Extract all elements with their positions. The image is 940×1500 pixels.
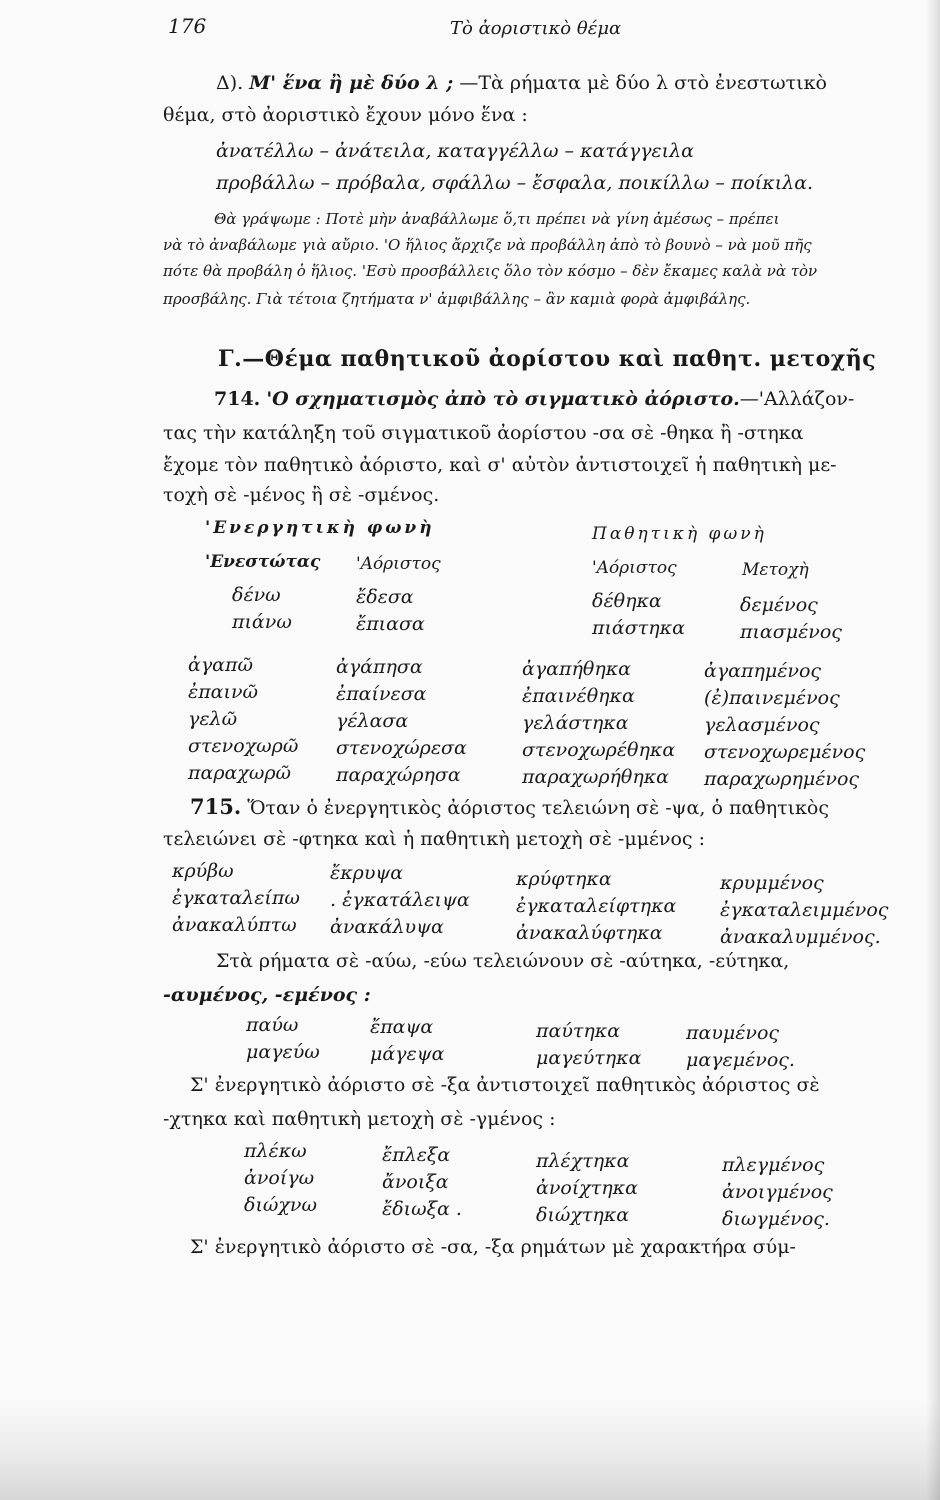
table-cell: πλεγμένος bbox=[722, 1154, 825, 1176]
table-cell: στενοχωρῶ bbox=[188, 735, 299, 757]
paragraph-714-line3: ἔχομε τὸν παθητικὸ ἀόριστο, καὶ σ' αὐτὸν ἀντιστοιχεῖ ἡ παθητικὴ με- bbox=[163, 454, 837, 476]
present-header: 'Ενεστώτας bbox=[205, 552, 321, 572]
table-cell: πιασμένος bbox=[740, 621, 842, 643]
t715-c4 bbox=[720, 872, 888, 953]
paragraph-715-line3: Στὰ ρήματα σὲ -αύω, -εύω τελειώνουν σὲ -αύτηκα, -εύτηκα, bbox=[216, 950, 790, 972]
table-cell: ἐπαινέθηκα bbox=[522, 685, 635, 707]
table-cell: διώχνω bbox=[244, 1194, 317, 1216]
table-cell: πιάνω bbox=[232, 611, 292, 633]
table-cell: πλέκω bbox=[244, 1140, 307, 1162]
active-voice-header: 'Ενεργητικὴ φωνὴ bbox=[205, 518, 435, 538]
table-cell: γέλασα bbox=[336, 710, 409, 732]
table-cell: κρύβω bbox=[172, 860, 234, 882]
table-cell: ἐπαινῶ bbox=[188, 681, 259, 703]
paragraph-715-line7: Σ' ἐνεργητικὸ ἀόριστο σὲ -σα, -ξα ρημάτων μὲ χαρακτήρα σύμ- bbox=[190, 1236, 796, 1258]
paragraph-715-line5: Σ' ἐνεργητικὸ ἀόριστο σὲ -ξα ἀντιστοιχεῖ παθητικὸς ἀόριστος σὲ bbox=[190, 1074, 820, 1096]
table-cell: στενοχώρεσα bbox=[336, 737, 467, 759]
t715-c1 bbox=[172, 860, 300, 941]
paragraph-714-line4: τοχὴ σὲ -μένος ἢ σὲ -σμένος. bbox=[163, 484, 440, 506]
table-cell: διωγμένος. bbox=[722, 1208, 830, 1230]
table-cell: παύτηκα bbox=[536, 1020, 621, 1042]
table-cell: ἀνακαλύφτηκα bbox=[516, 922, 663, 944]
t3-c1 bbox=[244, 1140, 317, 1221]
table-cell: ἐγκαταλείπω bbox=[172, 887, 300, 909]
table-cell: ἀνακαλυμμένος. bbox=[720, 926, 881, 948]
paragraph-text: Ὅταν ὁ ἐνεργητικὸς ἀόριστος τελειώνη σὲ -ψα, ὁ παθητικὸς bbox=[247, 797, 829, 819]
example-line-1: ἀνατέλλω – ἀνάτειλα, καταγγέλλω – κατάγγειλα bbox=[216, 140, 694, 162]
table-cell: κρυμμένος bbox=[720, 872, 824, 894]
paragraph-715-line6: -χτηκα καὶ παθητικὴ μετοχὴ σὲ -γμένος : bbox=[163, 1108, 556, 1130]
table-cell: πιάστηκα bbox=[592, 617, 685, 639]
table-cell: δέθηκα bbox=[592, 590, 662, 612]
table-cell: διώχτηκα bbox=[536, 1204, 630, 1226]
paragraph-text: —'Αλλάζον- bbox=[739, 388, 855, 410]
table-cell: κρύφτηκα bbox=[516, 868, 612, 890]
table-cell: ἀνακαλύπτω bbox=[172, 914, 297, 936]
g1-passive-aorist-col bbox=[592, 590, 685, 644]
table-cell: ἀγαπῶ bbox=[188, 654, 253, 676]
table-cell: ἀγαπημένος bbox=[704, 660, 822, 682]
running-title: Τὸ ἀοριστικὸ θέμα bbox=[450, 18, 622, 39]
table-cell: δεμένος bbox=[740, 594, 818, 616]
paragraph-714-line1 bbox=[214, 388, 854, 410]
t2-c1 bbox=[246, 1014, 320, 1068]
paragraph-number: 715. bbox=[190, 794, 242, 819]
table-cell: μαγεμένος. bbox=[686, 1049, 795, 1071]
paragraph-714-line2: τας τὴν κατάληξη τοῦ σιγματικοῦ ἀορίστου -σα σὲ -θηκα ἢ -στηκα bbox=[163, 422, 804, 444]
section-heading: Γ.—Θέμα παθητικοῦ ἀορίστου καὶ παθητ. μετοχῆς bbox=[218, 346, 877, 372]
table-cell: ἔδεσα bbox=[356, 586, 414, 608]
table-cell: παραχωρήθηκα bbox=[522, 766, 669, 788]
t715-c3 bbox=[516, 868, 676, 949]
t2-c4 bbox=[686, 1022, 795, 1076]
section-d-line2: θέμα, στὸ ἀοριστικὸ ἔχουν μόνο ἕνα : bbox=[163, 104, 528, 126]
passive-voice-header: Παθητικὴ φωνὴ bbox=[592, 524, 767, 544]
paragraph-number: 714. bbox=[214, 388, 261, 410]
g1-participle-col bbox=[740, 594, 842, 648]
t715-c2 bbox=[330, 862, 470, 943]
table-cell: ἔκρυψα bbox=[330, 862, 404, 884]
paragraph-715-line1 bbox=[190, 794, 829, 819]
table-cell: ἐπαίνεσα bbox=[336, 683, 427, 705]
table-cell: δένω bbox=[232, 584, 281, 606]
table-cell: ἀνοίγω bbox=[244, 1167, 315, 1189]
table-cell: στενοχωρεμένος bbox=[704, 741, 866, 763]
table-cell: . ἐγκατάλειψα bbox=[330, 889, 470, 911]
table-cell: παραχωρημένος bbox=[704, 768, 860, 790]
table-cell: ἄνοιξα bbox=[382, 1171, 449, 1193]
table-cell: ἀγάπησα bbox=[336, 656, 423, 678]
page-edge-shadow bbox=[926, 0, 940, 1500]
passive-aorist-header: 'Αόριστος bbox=[592, 558, 677, 578]
g2-aorist-col bbox=[336, 656, 467, 791]
table-cell: ἔπλεξα bbox=[382, 1144, 451, 1166]
g1-aorist-col bbox=[356, 586, 425, 640]
table-cell: στενοχωρέθηκα bbox=[522, 739, 676, 761]
table-cell: ἔπιασα bbox=[356, 613, 425, 635]
t3-c3 bbox=[536, 1150, 638, 1231]
table-cell: παραχώρησα bbox=[336, 764, 461, 786]
scan-shadow-bottom bbox=[0, 1400, 940, 1500]
table-cell: μαγεύω bbox=[246, 1041, 320, 1063]
g2-present-col bbox=[188, 654, 298, 789]
t2-c3 bbox=[536, 1020, 641, 1074]
table-cell: μάγεψα bbox=[370, 1043, 445, 1065]
table-cell: μαγεύτηκα bbox=[536, 1047, 642, 1069]
section-d-title: Μ' ἕνα ἢ μὲ δύο λ ; bbox=[249, 72, 454, 94]
table-cell: ἐγκαταλειμμένος bbox=[720, 899, 889, 921]
table-cell: ἔπαψα bbox=[370, 1016, 434, 1038]
g2-passive-aorist-col bbox=[522, 658, 675, 793]
aorist-header: 'Αόριστος bbox=[356, 554, 441, 574]
paragraph-715-line2: τελειώνει σὲ -φτηκα καὶ ἡ παθητικὴ μετοχὴ σὲ -μμένος : bbox=[163, 828, 705, 850]
section-d-label: Δ). bbox=[216, 72, 244, 94]
table-cell: παύω bbox=[246, 1014, 299, 1036]
note-line-1: Θὰ γράψωμε : Ποτὲ μὴν ἀναβάλλωμε ὅ,τι πρέπει νὰ γίνη ἀμέσως – πρέπει bbox=[214, 210, 780, 228]
table-cell: ἔδιωξα . bbox=[382, 1198, 462, 1220]
t3-c2 bbox=[382, 1144, 462, 1225]
t3-c4 bbox=[722, 1154, 833, 1235]
table-cell: (ἐ)παινεμένος bbox=[704, 687, 840, 709]
note-line-3: πότε θὰ προβάλη ὁ ἥλιος. 'Εσὺ προσβάλλεις ὅλο τὸν κόσμο – δὲν ἔκαμες καλὰ νὰ τὸν bbox=[163, 262, 818, 280]
note-line-4: προσβάλης. Γιὰ τέτοια ζητήματα ν' ἀμφιβάλλης – ἂν καμιὰ φορὰ ἀμφιβάλης. bbox=[163, 290, 751, 308]
section-d-text: —Τὰ ρήματα μὲ δύο λ στὸ ἐνεστωτικὸ bbox=[459, 72, 827, 94]
table-cell: ἀνακάλυψα bbox=[330, 916, 444, 938]
g1-present-col bbox=[232, 584, 292, 638]
table-cell: παραχωρῶ bbox=[188, 762, 291, 784]
paragraph-title: 'Ο σχηματισμὸς ἀπὸ τὸ σιγματικὸ ἀόριστο. bbox=[266, 388, 740, 410]
table-cell: γελῶ bbox=[188, 708, 238, 730]
table-cell: γελάστηκα bbox=[522, 712, 629, 734]
table-cell: ἀνοίχτηκα bbox=[536, 1177, 638, 1199]
section-d-line1 bbox=[216, 72, 827, 94]
table-cell: γελασμένος bbox=[704, 714, 820, 736]
table-cell: ἀνοιγμένος bbox=[722, 1181, 833, 1203]
table-cell: ἐγκαταλείφτηκα bbox=[516, 895, 677, 917]
table-cell: ἀγαπήθηκα bbox=[522, 658, 631, 680]
g2-participle-col bbox=[704, 660, 865, 795]
example-line-2: προβάλλω – πρόβαλα, σφάλλω – ἔσφαλα, ποικίλλω – ποίκιλα. bbox=[216, 172, 814, 194]
participle-header: Μετοχὴ bbox=[742, 560, 809, 580]
paragraph-715-line4: -αυμένος, -εμένος : bbox=[163, 984, 371, 1006]
t2-c2 bbox=[370, 1016, 444, 1070]
table-cell: πλέχτηκα bbox=[536, 1150, 630, 1172]
note-line-2: νὰ τὸ ἀναβάλωμε γιὰ αὔριο. 'Ο ἥλιος ἄρχιζε νὰ προβάλλη ἀπὸ τὸ βουνὸ – νὰ μοῦ πῆς bbox=[163, 236, 812, 254]
table-cell: παυμένος bbox=[686, 1022, 780, 1044]
page-number: 176 bbox=[168, 14, 207, 38]
